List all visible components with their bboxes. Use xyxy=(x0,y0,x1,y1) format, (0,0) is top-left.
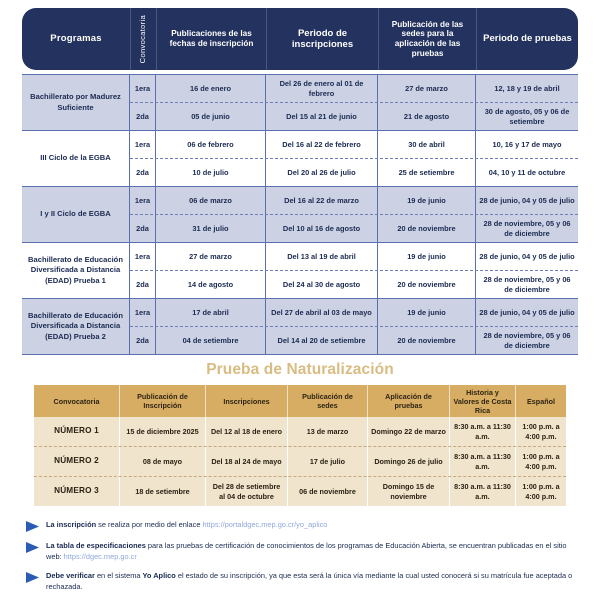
header-nat-aplicacion-pruebas-label: Aplicación de pruebas xyxy=(385,392,432,410)
header-publicacion-sedes xyxy=(378,8,476,70)
naturalizacion-row xyxy=(34,417,566,446)
programas-table-header-row xyxy=(22,8,578,70)
footnote-link[interactable]: https://dgec.mep.go.cr xyxy=(63,551,137,561)
cell-periodo-inscripciones: Del 26 de enero al 01 de febrero xyxy=(266,75,378,102)
footnote-body: en el sistema xyxy=(94,571,143,581)
cell-convocatoria: 2da xyxy=(130,215,156,242)
cell-periodo-pruebas: 28 de junio, 04 y 05 de julio xyxy=(479,195,575,205)
cell-nat-historia-valores: 8:30 a.m. a 11:30 a.m. xyxy=(450,417,516,446)
cell-convocatoria: 1era xyxy=(130,131,156,158)
cell-publicacion-sedes: 19 de junio xyxy=(378,187,476,214)
cell-nat-espanol: 1:00 p.m. a 4:00 p.m. xyxy=(522,452,560,471)
header-publicacion-sedes-label: Publicación de las sedes para la aplicación de las pruebas xyxy=(391,19,464,58)
cell-nat-convocatoria: NÚMERO 3 xyxy=(34,477,120,506)
naturalizacion-table-body xyxy=(34,417,566,506)
cell-periodo-pruebas: 30 de agosto, 05 y 06 de setiembre xyxy=(484,106,570,126)
cell-periodo-pruebas: 28 de noviembre, 05 y 06 de diciembre xyxy=(483,218,571,238)
convocatoria-group xyxy=(130,75,578,130)
cell-periodo-inscripciones: Del 10 al 16 de agosto xyxy=(266,215,378,242)
header-publicaciones-fechas-label: Publicaciones de las fechas de inscripción xyxy=(169,29,254,48)
programa-row xyxy=(22,131,578,187)
cell-periodo-pruebas: 04, 10 y 11 de octubre xyxy=(488,167,566,177)
cell-publicacion-fechas: 05 de junio xyxy=(156,103,266,130)
cell-convocatoria: 1era xyxy=(130,243,156,270)
header-convocatoria-label: Convocatoria xyxy=(138,14,148,64)
cell-nat-historia-valores: 8:30 a.m. a 11:30 a.m. xyxy=(450,477,516,506)
header-nat-publicacion-sedes xyxy=(288,385,368,417)
programa-name: Bachillerato de Educación Diversificada a Distancia (EDAD) Prueba 1 xyxy=(22,243,130,298)
header-programas xyxy=(22,8,130,70)
cell-nat-inscripciones: Del 28 de setiembre al 04 de octubre xyxy=(206,477,288,506)
cell-nat-publicacion-inscripcion: 08 de mayo xyxy=(120,447,206,476)
header-convocatoria xyxy=(130,8,156,70)
cell-convocatoria: 2da xyxy=(130,271,156,298)
cell-periodo-inscripciones: Del 13 al 19 de abril xyxy=(266,243,378,270)
cell-nat-convocatoria: NÚMERO 2 xyxy=(34,447,120,476)
footnote-text xyxy=(46,520,327,531)
programa-row xyxy=(22,74,578,131)
cell-nat-publicacion-sedes: 13 de marzo xyxy=(288,417,368,446)
cell-publicacion-sedes: 30 de abril xyxy=(378,131,476,158)
cell-nat-aplicacion-pruebas: Domingo 26 de julio xyxy=(368,447,450,476)
footnote-bold-emphasis: Yo Aplico xyxy=(142,571,176,581)
cell-periodo-pruebas: 28 de junio, 04 y 05 de julio xyxy=(479,251,575,261)
header-nat-historia-valores-label: Historia y Valores de Costa Rica xyxy=(453,387,512,415)
convocatoria-row xyxy=(130,271,578,298)
header-periodo-pruebas xyxy=(476,8,578,70)
programa-row xyxy=(22,299,578,355)
cell-convocatoria: 1era xyxy=(130,187,156,214)
cell-periodo-pruebas: 28 de noviembre, 05 y 06 de diciembre xyxy=(483,274,571,294)
cell-publicacion-sedes: 20 de noviembre xyxy=(378,327,476,354)
header-nat-inscripciones xyxy=(206,385,288,417)
cell-publicacion-fechas: 17 de abril xyxy=(156,299,266,326)
convocatoria-row xyxy=(130,75,578,103)
cell-publicacion-fechas: 04 de setiembre xyxy=(156,327,266,354)
convocatoria-row xyxy=(130,215,578,242)
cell-nat-aplicacion-pruebas: Domingo 15 de noviembre xyxy=(368,477,450,506)
cell-nat-inscripciones: Del 18 al 24 de mayo xyxy=(206,447,288,476)
convocatoria-row xyxy=(130,327,578,354)
naturalizacion-row xyxy=(34,476,566,506)
footnote-body: para las pruebas de certificación de conocimientos de los programas de Educación Abierta, se encuentran publicadas en el sitio web: xyxy=(46,541,567,561)
header-nat-publicacion-inscripcion xyxy=(120,385,206,417)
footnote-body: se realiza por medio del enlace xyxy=(96,520,203,529)
header-nat-espanol xyxy=(516,385,566,417)
cell-periodo-inscripciones: Del 16 al 22 de febrero xyxy=(266,131,378,158)
cell-convocatoria: 2da xyxy=(130,159,156,186)
programa-name: Bachillerato de Educación Diversificada a Distancia (EDAD) Prueba 2 xyxy=(22,299,130,354)
programa-name: III Ciclo de la EGBA xyxy=(22,131,130,186)
footnote xyxy=(26,571,578,592)
footnote-bold-lead: Debe verificar xyxy=(46,571,95,581)
cell-periodo-pruebas: 28 de junio, 04 y 05 de julio xyxy=(479,307,575,317)
footnote xyxy=(26,520,578,532)
cell-publicacion-sedes: 20 de noviembre xyxy=(378,215,476,242)
footnote-tail: el estado de su inscripción, ya que esta será la única vía mediante la cual usted conocerá si su matrícula fue aceptada o rechazada. xyxy=(46,571,573,591)
cell-periodo-inscripciones: Del 14 al 20 de setiembre xyxy=(266,327,378,354)
cell-publicacion-fechas: 14 de agosto xyxy=(156,271,266,298)
header-nat-publicacion-inscripcion-label: Publicación de Inscripción xyxy=(137,392,188,410)
header-nat-inscripciones-label: Inscripciones xyxy=(223,396,270,406)
cell-convocatoria: 2da xyxy=(130,103,156,130)
cell-convocatoria: 1era xyxy=(130,75,156,102)
cell-publicacion-fechas: 10 de julio xyxy=(156,159,266,186)
programas-table-body xyxy=(22,74,578,355)
convocatoria-group xyxy=(130,299,578,354)
bullet-triangle-icon xyxy=(26,572,40,583)
header-nat-aplicacion-pruebas xyxy=(368,385,450,417)
cell-nat-historia-valores: 8:30 a.m. a 11:30 a.m. xyxy=(450,447,516,476)
footnote-link[interactable]: https://portaldgec.mep.go.cr/yo_aplico xyxy=(202,520,328,529)
cell-publicacion-sedes: 19 de junio xyxy=(378,243,476,270)
convocatoria-row xyxy=(130,299,578,327)
header-publicaciones-fechas xyxy=(156,8,266,70)
header-nat-convocatoria xyxy=(34,385,120,417)
programa-row xyxy=(22,243,578,299)
cell-periodo-inscripciones: Del 15 al 21 de junio xyxy=(266,103,378,130)
cell-nat-espanol: 1:00 p.m. a 4:00 p.m. xyxy=(522,482,560,501)
footnotes xyxy=(26,520,578,601)
convocatoria-group xyxy=(130,131,578,186)
header-nat-historia-valores xyxy=(450,385,516,417)
cell-publicacion-fechas: 06 de febrero xyxy=(156,131,266,158)
cell-publicacion-fechas: 27 de marzo xyxy=(156,243,266,270)
header-nat-publicacion-sedes-label: Publicación de sedes xyxy=(302,392,353,410)
cell-periodo-inscripciones: Del 24 al 30 de agosto xyxy=(266,271,378,298)
header-nat-espanol-label: Español xyxy=(527,396,555,406)
cell-publicacion-fechas: 06 de marzo xyxy=(156,187,266,214)
naturalizacion-row xyxy=(34,446,566,476)
programa-row xyxy=(22,187,578,243)
header-periodo-inscripciones xyxy=(266,8,378,70)
footnote-bold-lead: La inscripción xyxy=(46,520,97,529)
cell-convocatoria: 2da xyxy=(130,327,156,354)
cell-periodo-inscripciones: Del 20 al 26 de julio xyxy=(266,159,378,186)
cell-convocatoria: 1era xyxy=(130,299,156,326)
cell-publicacion-sedes: 25 de setiembre xyxy=(378,159,476,186)
cell-nat-inscripciones: Del 12 al 18 de enero xyxy=(206,417,288,446)
cell-nat-publicacion-inscripcion: 15 de diciembre 2025 xyxy=(120,417,206,446)
cell-nat-espanol: 1:00 p.m. a 4:00 p.m. xyxy=(522,422,560,441)
cell-publicacion-fechas: 16 de enero xyxy=(156,75,266,102)
cell-periodo-pruebas: 28 de noviembre, 05 y 06 de diciembre xyxy=(483,330,571,350)
convocatoria-group xyxy=(130,243,578,298)
cell-nat-publicacion-inscripcion: 18 de setiembre xyxy=(120,477,206,506)
convocatoria-row xyxy=(130,131,578,159)
convocatoria-group xyxy=(130,187,578,242)
convocatoria-row xyxy=(130,103,578,130)
footnote-text xyxy=(46,541,578,562)
footnote-text xyxy=(46,571,578,592)
header-programas-label: Programas xyxy=(50,33,102,45)
cell-publicacion-sedes: 27 de marzo xyxy=(378,75,476,102)
cell-publicacion-sedes: 21 de agosto xyxy=(378,103,476,130)
header-nat-convocatoria-label: Convocatoria xyxy=(53,396,100,406)
cell-nat-aplicacion-pruebas: Domingo 22 de marzo xyxy=(368,417,450,446)
naturalizacion-title: Prueba de Naturalización xyxy=(206,361,394,378)
cell-periodo-inscripciones: Del 16 al 22 de marzo xyxy=(266,187,378,214)
bullet-triangle-icon xyxy=(26,542,40,553)
cell-nat-publicacion-sedes: 06 de noviembre xyxy=(288,477,368,506)
cell-nat-publicacion-sedes: 17 de julio xyxy=(288,447,368,476)
convocatoria-row xyxy=(130,159,578,186)
bullet-triangle-icon xyxy=(26,521,40,532)
cell-periodo-pruebas: 10, 16 y 17 de mayo xyxy=(492,139,562,149)
programa-name: I y II Ciclo de EGBA xyxy=(22,187,130,242)
cell-publicacion-sedes: 19 de junio xyxy=(378,299,476,326)
naturalizacion-header-row xyxy=(34,385,566,417)
convocatoria-row xyxy=(130,243,578,271)
footnote-bold-lead: La tabla de especificaciones xyxy=(46,541,146,550)
cell-nat-convocatoria: NÚMERO 1 xyxy=(34,417,120,446)
header-periodo-pruebas-label: Periodo de pruebas xyxy=(483,33,572,45)
cell-publicacion-sedes: 20 de noviembre xyxy=(378,271,476,298)
programas-table xyxy=(22,8,578,355)
cell-periodo-pruebas: 12, 18 y 19 de abril xyxy=(494,83,560,93)
footnote xyxy=(26,541,578,562)
cell-periodo-inscripciones: Del 27 de abril al 03 de mayo xyxy=(266,299,378,326)
convocatoria-row xyxy=(130,187,578,215)
header-periodo-inscripciones-label: Periodo de inscripciones xyxy=(291,27,354,50)
naturalizacion-table xyxy=(34,385,566,506)
cell-publicacion-fechas: 31 de julio xyxy=(156,215,266,242)
programa-name: Bachillerato por Madurez Suficiente xyxy=(22,75,130,130)
